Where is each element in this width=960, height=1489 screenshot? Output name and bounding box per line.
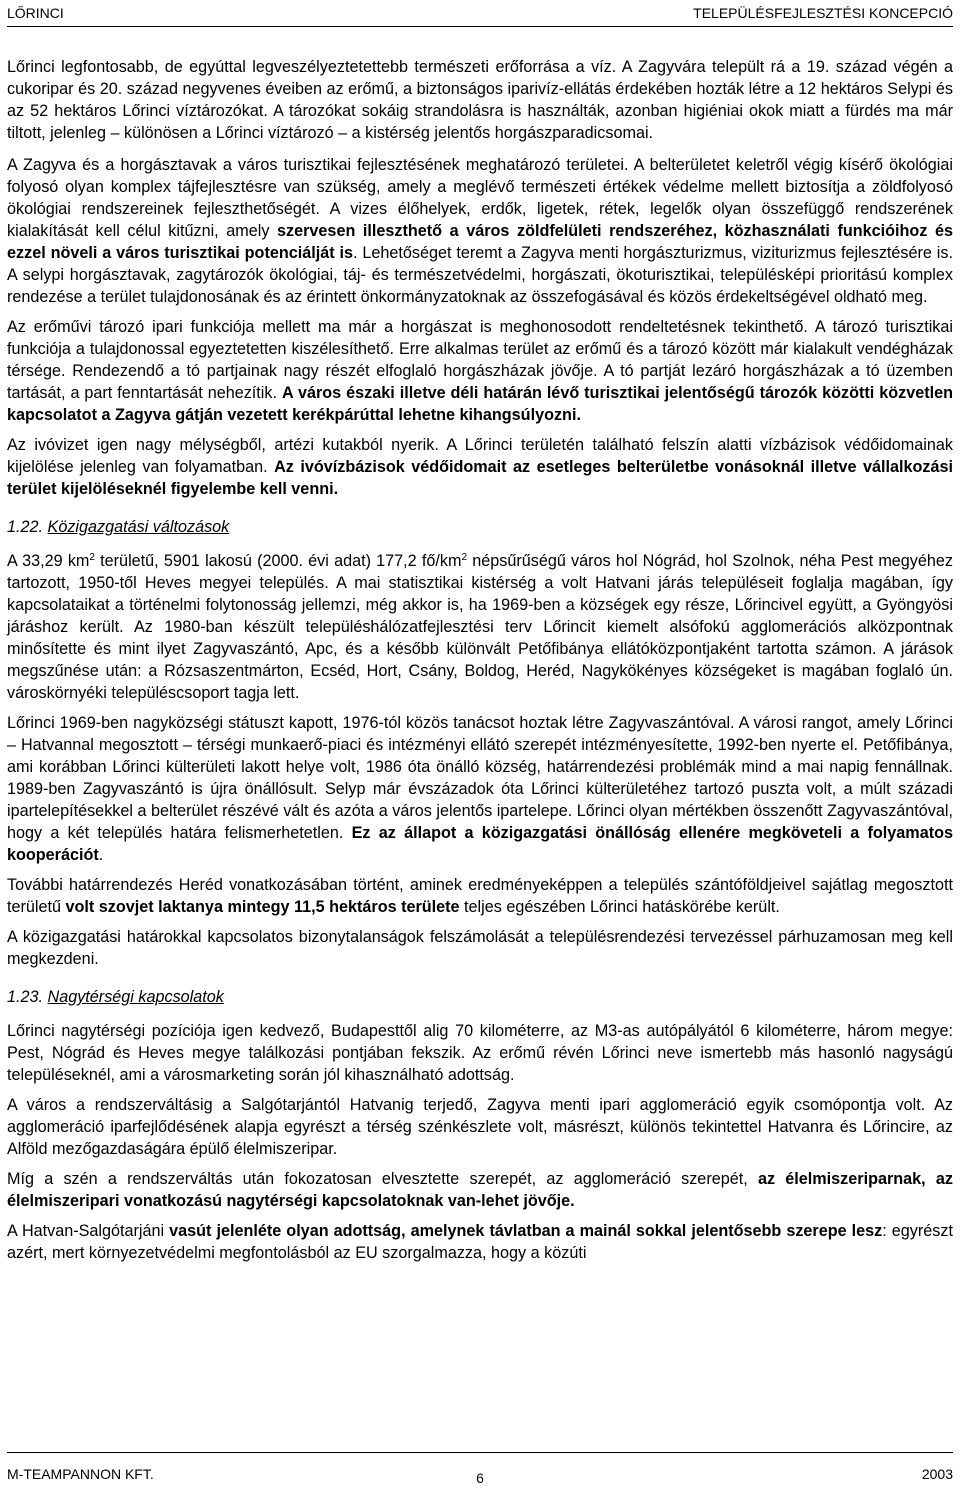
emphasis-text: vasút jelenléte olyan adottság, amelynek távlatban a mainál sokkal jelentősebb szerepe lesz [169,1222,883,1240]
page-number: 6 [476,1470,484,1486]
paragraph-boundary-uncertainty: A közigazgatási határokkal kapcsolatos bizonytalanságok felszámolását a településrendezési tervezéssel párhuzamosan meg kell megkezdeni. [7,928,953,968]
emphasis-text: A város északi illetve déli határán lévő turisztikai jelentőségű tározók közötti közvetlen kapcsolatot a Zagyva gátján vezetett kerékpárúttal lehetne kihangsúlyozni. [7,384,953,424]
page-footer [7,1452,953,1486]
paragraph-regional-position: Lőrinci nagytérségi pozíciója igen kedvező, Budapesttől alig 70 kilométerre, az M3-as autópályától 6 kilométerre, három megye: Pest, Nógrád és Heves megye találkozási pontjában fekszik. Az erőmű révén Lőrinci neve ismertebb más hasonló nagyságú településeknél, ami a városmarketing során jól kihasználható adottság. [7,1022,953,1084]
section-title: Nagytérségi kapcsolatok [47,988,224,1006]
page-header [7,0,953,27]
paragraph-town-status: Lőrinci 1969-ben nagyközségi státuszt kapott, 1976-tól közös tanácsot hoztak létre Zagyvaszántóval. A városi rangot, amely Lőrinci – Hatvannal megosztott – térségi munkaerő-piaci és intézményi ellátó szerepét intézményesítette, 1992-ben nyerte el. Petőfibánya, ami korábban Lőrinci külterületi lakott helye volt, 1986 óta önálló község, határrendezési problémák mind a mai napig fennállnak. 1989-ben Zagyvaszántó is újra önállósult. Selyp már évszázadok óta Lőrinci külterületéhez tartozó puszta volt, a múlt századi ipartelepítésekkel a belterület részévé vált és azóta a város jelentős ipartelepe. Lőrinci olyan mértékben összenőtt Zagyvaszántóval, hogy a két település határa felismerhetetlen. Ez az állapot a közigazgatási önállóság ellenére megköveteli a folyamatos kooperációt. [7,714,953,864]
paragraph-industrial-agglomeration: A város a rendszerváltásig a Salgótarjántól Hatvanig terjedő, Zagyva menti ipari agglomeráció egyik csomópontja volt. Az agglomeráció iparfejlődésének alapja egyrészt a térség szénkészlete volt, másrészt, különös tekintettel Hatvanra és Lőrincire, az Alföld mezőgazdaságára épülő élelmiszeripar. [7,1096,953,1158]
paragraph-tourism-development: A Zagyva és a horgásztavak a város turisztikai fejlesztésének meghatározó területei. A belterületet keletről végig kísérő ökológiai folyosó olyan komplex tájfejlesztésre van szükség, amely a meglévő természeti értékek védelme mellett biztosítja a zöldfolyosó ökológiai rendszereinek fejleszthetőségét. A vizes élőhelyek, erdők, ligetek, rétek, legelők olyan összefüggő rendszerének kialakítását kell célul kitűzni, amely szervesen illeszthető a város zöldfelületi rendszeréhez, közhasználati funkcióihoz és ezzel növeli a város turisztikai potenciálját is. Lehetőséget teremt a Zagyva menti horgászturizmus, viziturizmus fejlesztésére is. A selypi horgásztavak, zagytározók ökológiai, táj- és természetvédelmi, horgászati, ökoturisztikai, településképi prioritású komplex rendezése a terület tulajdonosának és az érintett önkormányzatoknak az összefogásával és közös érdekeltségével oldható meg. [7,156,953,306]
emphasis-text: szervesen illeszthető a város zöldfelületi rendszeréhez, közhasználati funkcióihoz és ezzel növeli a város turisztikai potenciálját is [7,222,953,262]
section-heading-1-23 [7,986,953,1008]
section-title: Közigazgatási változások [47,518,230,536]
section-heading-1-22 [7,516,953,538]
superscript: 2 [461,552,468,563]
paragraph-drinking-water: Az ivóvizet igen nagy mélységből, artézi kutakból nyerik. A Lőrinci területén található felszín alatti vízbázisok védőidomainak kijelölése jelenleg van folyamatban. Az ivóvízbázisok védőidomait az esetleges belterületbe vonásoknál illetve vállalkozási terület kijelöléseknél figyelembe kell venni. [7,436,953,498]
footer-company: M-TEAMPANNON KFT. [7,1466,154,1482]
section-number: 1.23. [7,988,44,1006]
emphasis-text: volt szovjet laktanya mintegy 11,5 hektáros területe [65,898,460,916]
header-title-right: TELEPÜLÉSFEJLESZTÉSI KONCEPCIÓ [693,5,953,21]
emphasis-text: az élelmiszeriparnak, az élelmiszeripari vonatkozású nagytérségi kapcsolatoknak van-lehet jövője. [7,1170,953,1210]
superscript: 2 [89,552,95,563]
emphasis-text: Ez az állapot a közigazgatási önállóság ellenére megköveteli a folyamatos kooperációt [7,824,953,864]
header-title-left: LŐRINCI [7,5,64,21]
paragraph-railway: A Hatvan-Salgótarjáni vasút jelenléte olyan adottság, amelynek távlatban a mainál sokkal jelentősebb szerepe lesz: egyrészt azért, mert környezetvédelmi megfontolásból az EU szorgalmazza, hogy a közúti [7,1222,953,1262]
paragraph-water-resources: Lőrinci legfontosabb, de egyúttal legveszélyeztetettebb természeti erőforrása a víz. A Zagyvára települt rá a 19. század végén a cukoripar és 20. század negyvenes éveiben az erőmű, a biztonságos iparivíz-ellátás érdekében hozták létre a 12 hektáros Selypi és az 52 hektáros Lőrinci víztározókat. A tározókat sokáig strandolásra is használták, azonban higiéniai okok miatt a fürdés ma már tiltott, jelenleg – különösen a Lőrinci víztározó – a kistérség jelentős horgászparadicsomai. [7,58,953,142]
paragraph-reservoir-function: Az erőművi tározó ipari funkciója mellett ma már a horgászat is meghonosodott rendeltetésnek tekinthető. A tározó turisztikai funkciója a tulajdonossal egyeztetetten kiszélesíthető. Erre alkalmas terület az erőmű és a tározó között már kialakult vendégházak térsége. Rendezendő a tó partjainak nagy részét elfoglaló horgászházak jövője. A tó partját lezáró horgászházak a tó üzemben tartását, a part fenntartását nehezítik. A város északi illetve déli határán lévő turisztikai jelentőségű tározók közötti közvetlen kapcsolatot a Zagyva gátján vezetett kerékpárúttal lehetne kihangsúlyozni. [7,318,953,424]
paragraph-boundary-adjustment: További határrendezés Heréd vonatkozásában történt, aminek eredményeképpen a település szántóföldjeivel sajátlag megosztott területű volt szovjet laktanya mintegy 11,5 hektáros területe teljes egészében Lőrinci hatáskörébe került. [7,876,953,916]
section-number: 1.22. [7,518,44,536]
document-body [7,56,953,1274]
paragraph-administrative-history: A 33,29 $km^2$ területű, 5901 lakosú (2000. évi adat) 177,2 $fő/km^2$ népsűrűségű város hol Nógrád, hol Szolnok, néha Pest megyéhez tartozott, 1950-től Heves megyei település. A mai statisztikai kistérség a volt Hatvani járás településeit foglalja magában, így kapcsolataikat a történelmi folytonosság jellemzi, még akkor is, ha 1969-ben a községek egy része, Lőrincivel együtt, a Gyöngyösi járáshoz került. Az 1980-ban készült településhálózatfejlesztési terv Lőrincit kiemelt alsófokú agglomerációs alközpontnak minősítette és mint ilyet Zagyvaszántó, Apc, és a később különvált Petőfibánya ellátóközpontjaként tartotta számon. A járások megszűnése után: a Rózsaszentmárton, Ecséd, Hort, Csány, Boldog, Heréd, Nagykökényes községeket is magában foglaló ún. városkörnyéki településcsoport tagja lett. [7,552,954,702]
emphasis-text: Az ivóvízbázisok védőidomait az esetleges belterületbe vonásoknál illetve vállalkozási terület kijelöléseknél figyelembe kell venni. [7,458,953,498]
paragraph-food-industry: Míg a szén a rendszerváltás után fokozatosan elvesztette szerepét, az agglomeráció szerepét, az élelmiszeriparnak, az élelmiszeripari vonatkozású nagytérségi kapcsolatoknak van-lehet jövője. [7,1170,953,1210]
footer-year: 2003 [921,1466,953,1482]
